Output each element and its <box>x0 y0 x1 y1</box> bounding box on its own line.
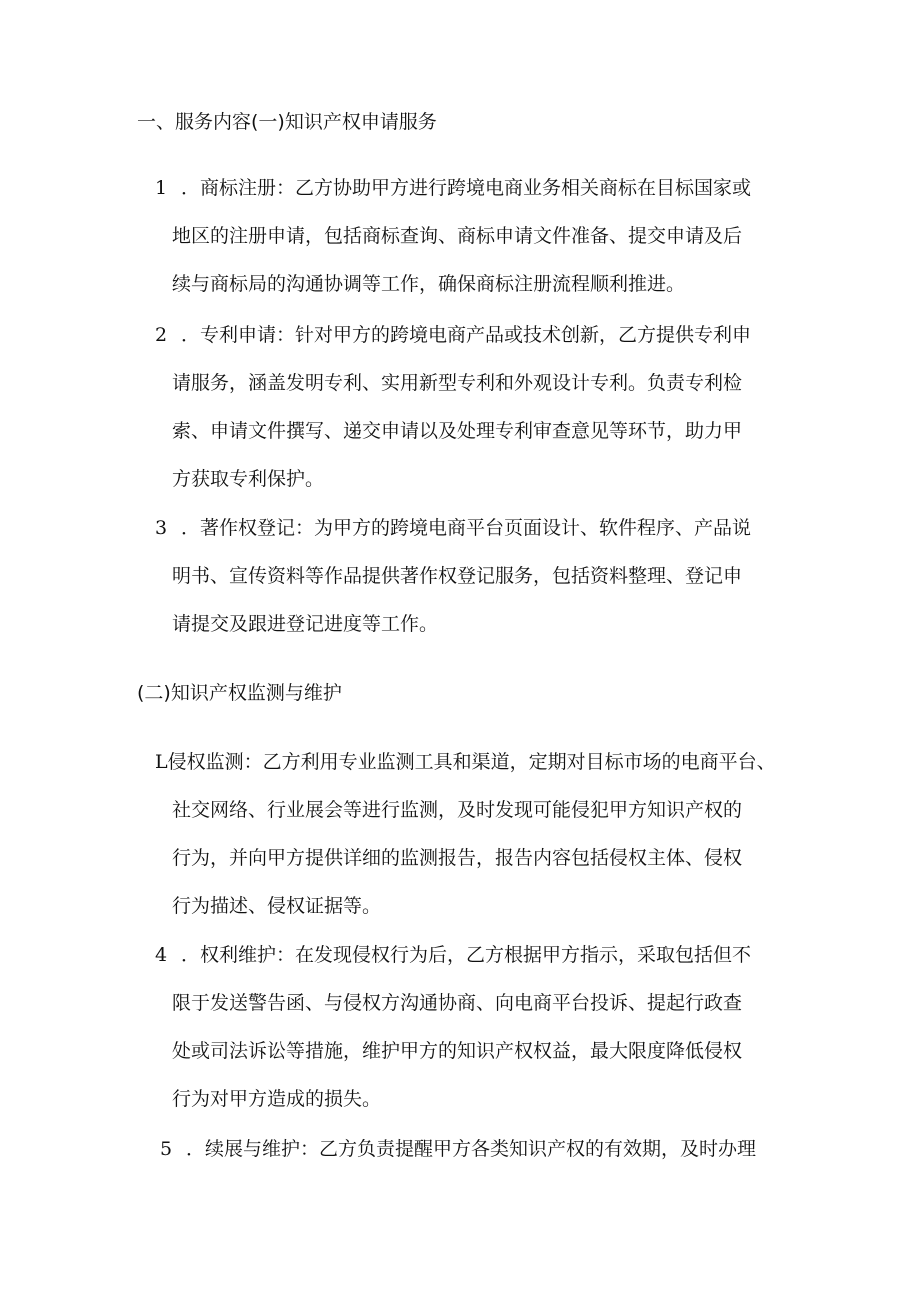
item-line: ．权利维护：在发现侵权行为后，乙方根据甲方指示，采取包括但不 <box>181 944 752 966</box>
list-item-infringement-monitoring <box>155 738 787 930</box>
item-line: 索、申请文件撰写、递交申请以及处理专利审查意见等环节，助力甲 <box>172 420 743 442</box>
item-line: 请提交及跟进登记进度等工作。 <box>172 613 439 635</box>
item-line: 行为，并向甲方提供详细的监测报告，报告内容包括侵权主体、侵权 <box>172 847 743 869</box>
item-line: 续与商标局的沟通协调等工作，确保商标注册流程顺利推进。 <box>172 273 686 295</box>
list-item-copyright <box>155 504 787 648</box>
list-item-rights-protection <box>155 931 787 1123</box>
list-item-renewal <box>160 1125 792 1173</box>
item-line: 社交网络、行业展会等进行监测，及时发现可能侵犯甲方知识产权的 <box>172 799 743 821</box>
item-line: ．著作权登记：为甲方的跨境电商平台页面设计、软件程序、产品说 <box>181 517 752 539</box>
list-item-patent <box>155 311 787 503</box>
item-number: 1 <box>155 177 168 199</box>
item-line: 请服务，涵盖发明专利、实用新型专利和外观设计专利。负责专利检 <box>172 372 743 394</box>
item-number: 5 <box>160 1138 173 1160</box>
item-line: 侵权监测：乙方利用专业监测工具和渠道，定期对目标市场的电商平台、 <box>167 751 776 773</box>
item-line: 方获取专利保护。 <box>172 468 325 490</box>
item-line: ．商标注册：乙方协助甲方进行跨境电商业务相关商标在目标国家或 <box>181 177 752 199</box>
item-line: 限于发送警告函、与侵权方沟通协商、向电商平台投诉、提起行政查 <box>172 992 743 1014</box>
item-line: 行为描述、侵权证据等。 <box>172 895 382 917</box>
list-item-trademark <box>155 164 787 308</box>
section-heading-1: 一、服务内容(一)知识产权申请服务 <box>137 111 437 133</box>
item-line: ．专利申请：针对甲方的跨境电商产品或技术创新，乙方提供专利申 <box>181 324 752 346</box>
item-number: L <box>155 751 168 773</box>
item-line: 处或司法诉讼等措施，维护甲方的知识产权权益，最大限度降低侵权 <box>172 1040 743 1062</box>
item-number: 3 <box>155 517 168 539</box>
item-number: 2 <box>155 324 168 346</box>
item-number: 4 <box>155 944 168 966</box>
item-line: 行为对甲方造成的损失。 <box>172 1088 382 1110</box>
item-line: ．续展与维护：乙方负责提醒甲方各类知识产权的有效期，及时办理 <box>186 1138 757 1160</box>
section-heading-2: (二)知识产权监测与维护 <box>137 682 342 704</box>
item-line: 地区的注册申请，包括商标查询、商标申请文件准备、提交申请及后 <box>172 225 743 247</box>
item-line: 明书、宣传资料等作品提供著作权登记服务，包括资料整理、登记申 <box>172 565 743 587</box>
